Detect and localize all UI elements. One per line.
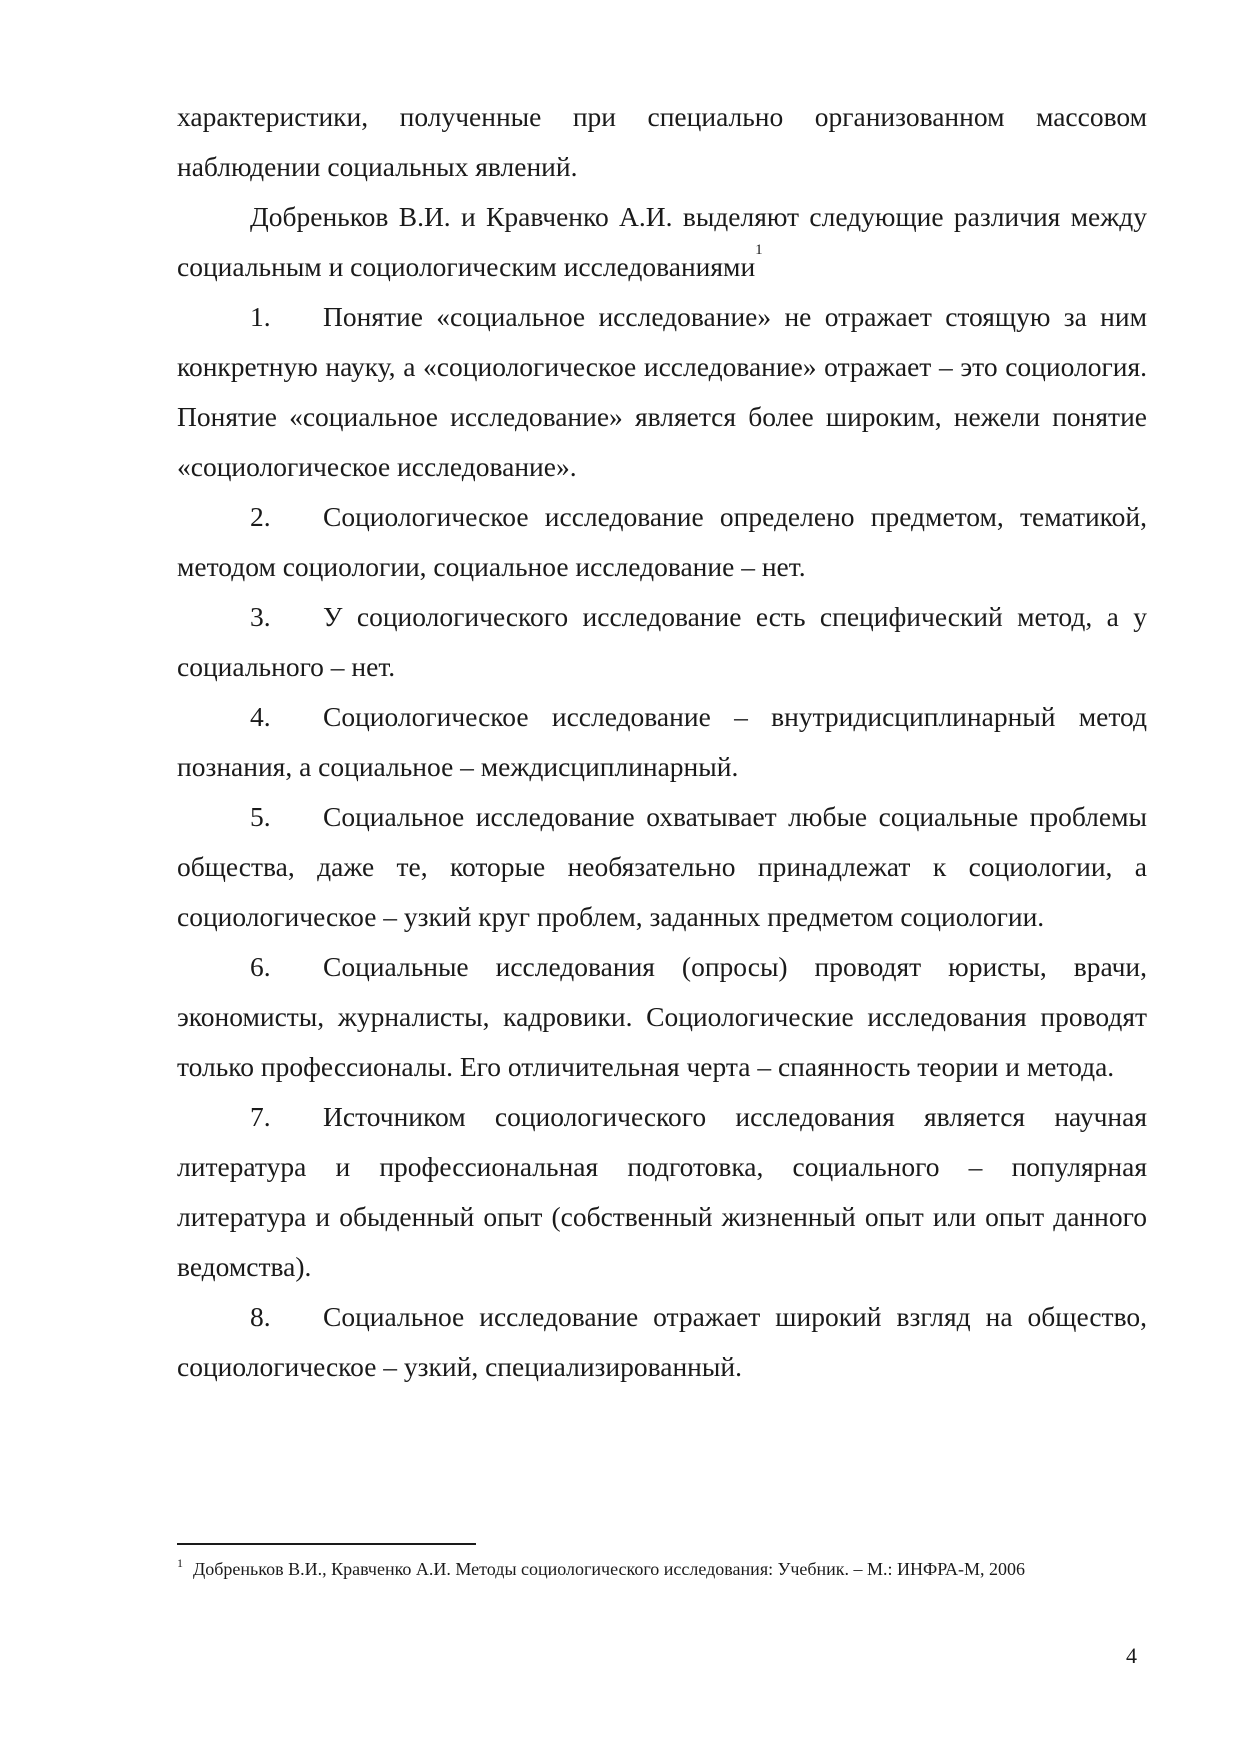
list-item-text: Социологическое исследование определено предметом, тематикой, методом социологии, социальное исследование – нет.	[177, 501, 1147, 582]
footnote-reference: 1	[755, 242, 763, 258]
list-item-text: У социологического исследование есть специфический метод, а у социального – нет.	[177, 601, 1147, 682]
list-item-text: Источником социологического исследования является научная литература и профессиональная подготовка, социального – популярная литература и обыденный опыт (собственный жизненный опыт или опыт данного ведомства).	[177, 1101, 1147, 1282]
list-item-number: 4.	[250, 701, 271, 732]
list-item	[177, 692, 1147, 792]
footnote-separator	[177, 1543, 476, 1545]
list-item-number: 8.	[250, 1301, 271, 1332]
list-item-text: Социологическое исследование – внутридисциплинарный метод познания, а социальное – междисциплинарный.	[177, 701, 1147, 782]
list-item-number: 3.	[250, 601, 271, 632]
list-item-text: Понятие «социальное исследование» не отражает стоящую за ним конкретную науку, а «социологическое исследование» отражает – это социология. Понятие «социальное исследование» является более широким, нежели понятие «социологическое исследование».	[177, 301, 1147, 482]
list-item	[177, 1092, 1147, 1292]
list-item-text: Социальное исследование охватывает любые социальные проблемы общества, даже те, которые необязательно принадлежат к социологии, а социологическое – узкий круг проблем, заданных предметом социологии.	[177, 801, 1147, 932]
continuation-paragraph: характеристики, полученные при специально организованном массовом наблюдении социальных явлений.	[177, 101, 1147, 182]
footnote-text: Добреньков В.И., Кравченко А.И. Методы социологического исследования: Учебник. – М.: ИНФРА-М, 2006	[193, 1559, 1025, 1579]
list-item-number: 6.	[250, 951, 271, 982]
list-item	[177, 292, 1147, 492]
intro-text: Добреньков В.И. и Кравченко А.И. выделяют следующие различия между социальным и социологическим исследованиями	[177, 201, 1147, 282]
list-item	[177, 1292, 1147, 1392]
list-item-number: 1.	[250, 301, 271, 332]
list-item-text: Социальные исследования (опросы) проводят юристы, врачи, экономисты, журналисты, кадровики. Социологические исследования проводят только профессионалы. Его отличительная черта – спаянность теории и метода.	[177, 951, 1147, 1082]
list-item-text: Социальное исследование отражает широкий взгляд на общество, социологическое – узкий, специализированный.	[177, 1301, 1147, 1382]
list-item	[177, 592, 1147, 692]
footnote-marker: 1	[177, 1556, 183, 1570]
list-item	[177, 942, 1147, 1092]
page-number: 4	[1126, 1643, 1137, 1668]
footnote	[177, 1557, 1147, 1581]
list-item-number: 7.	[250, 1101, 271, 1132]
list-item-number: 5.	[250, 801, 271, 832]
list-item	[177, 492, 1147, 592]
intro-paragraph	[177, 192, 1147, 292]
body-text	[177, 92, 1147, 1392]
list-item-number: 2.	[250, 501, 271, 532]
list-item	[177, 792, 1147, 942]
